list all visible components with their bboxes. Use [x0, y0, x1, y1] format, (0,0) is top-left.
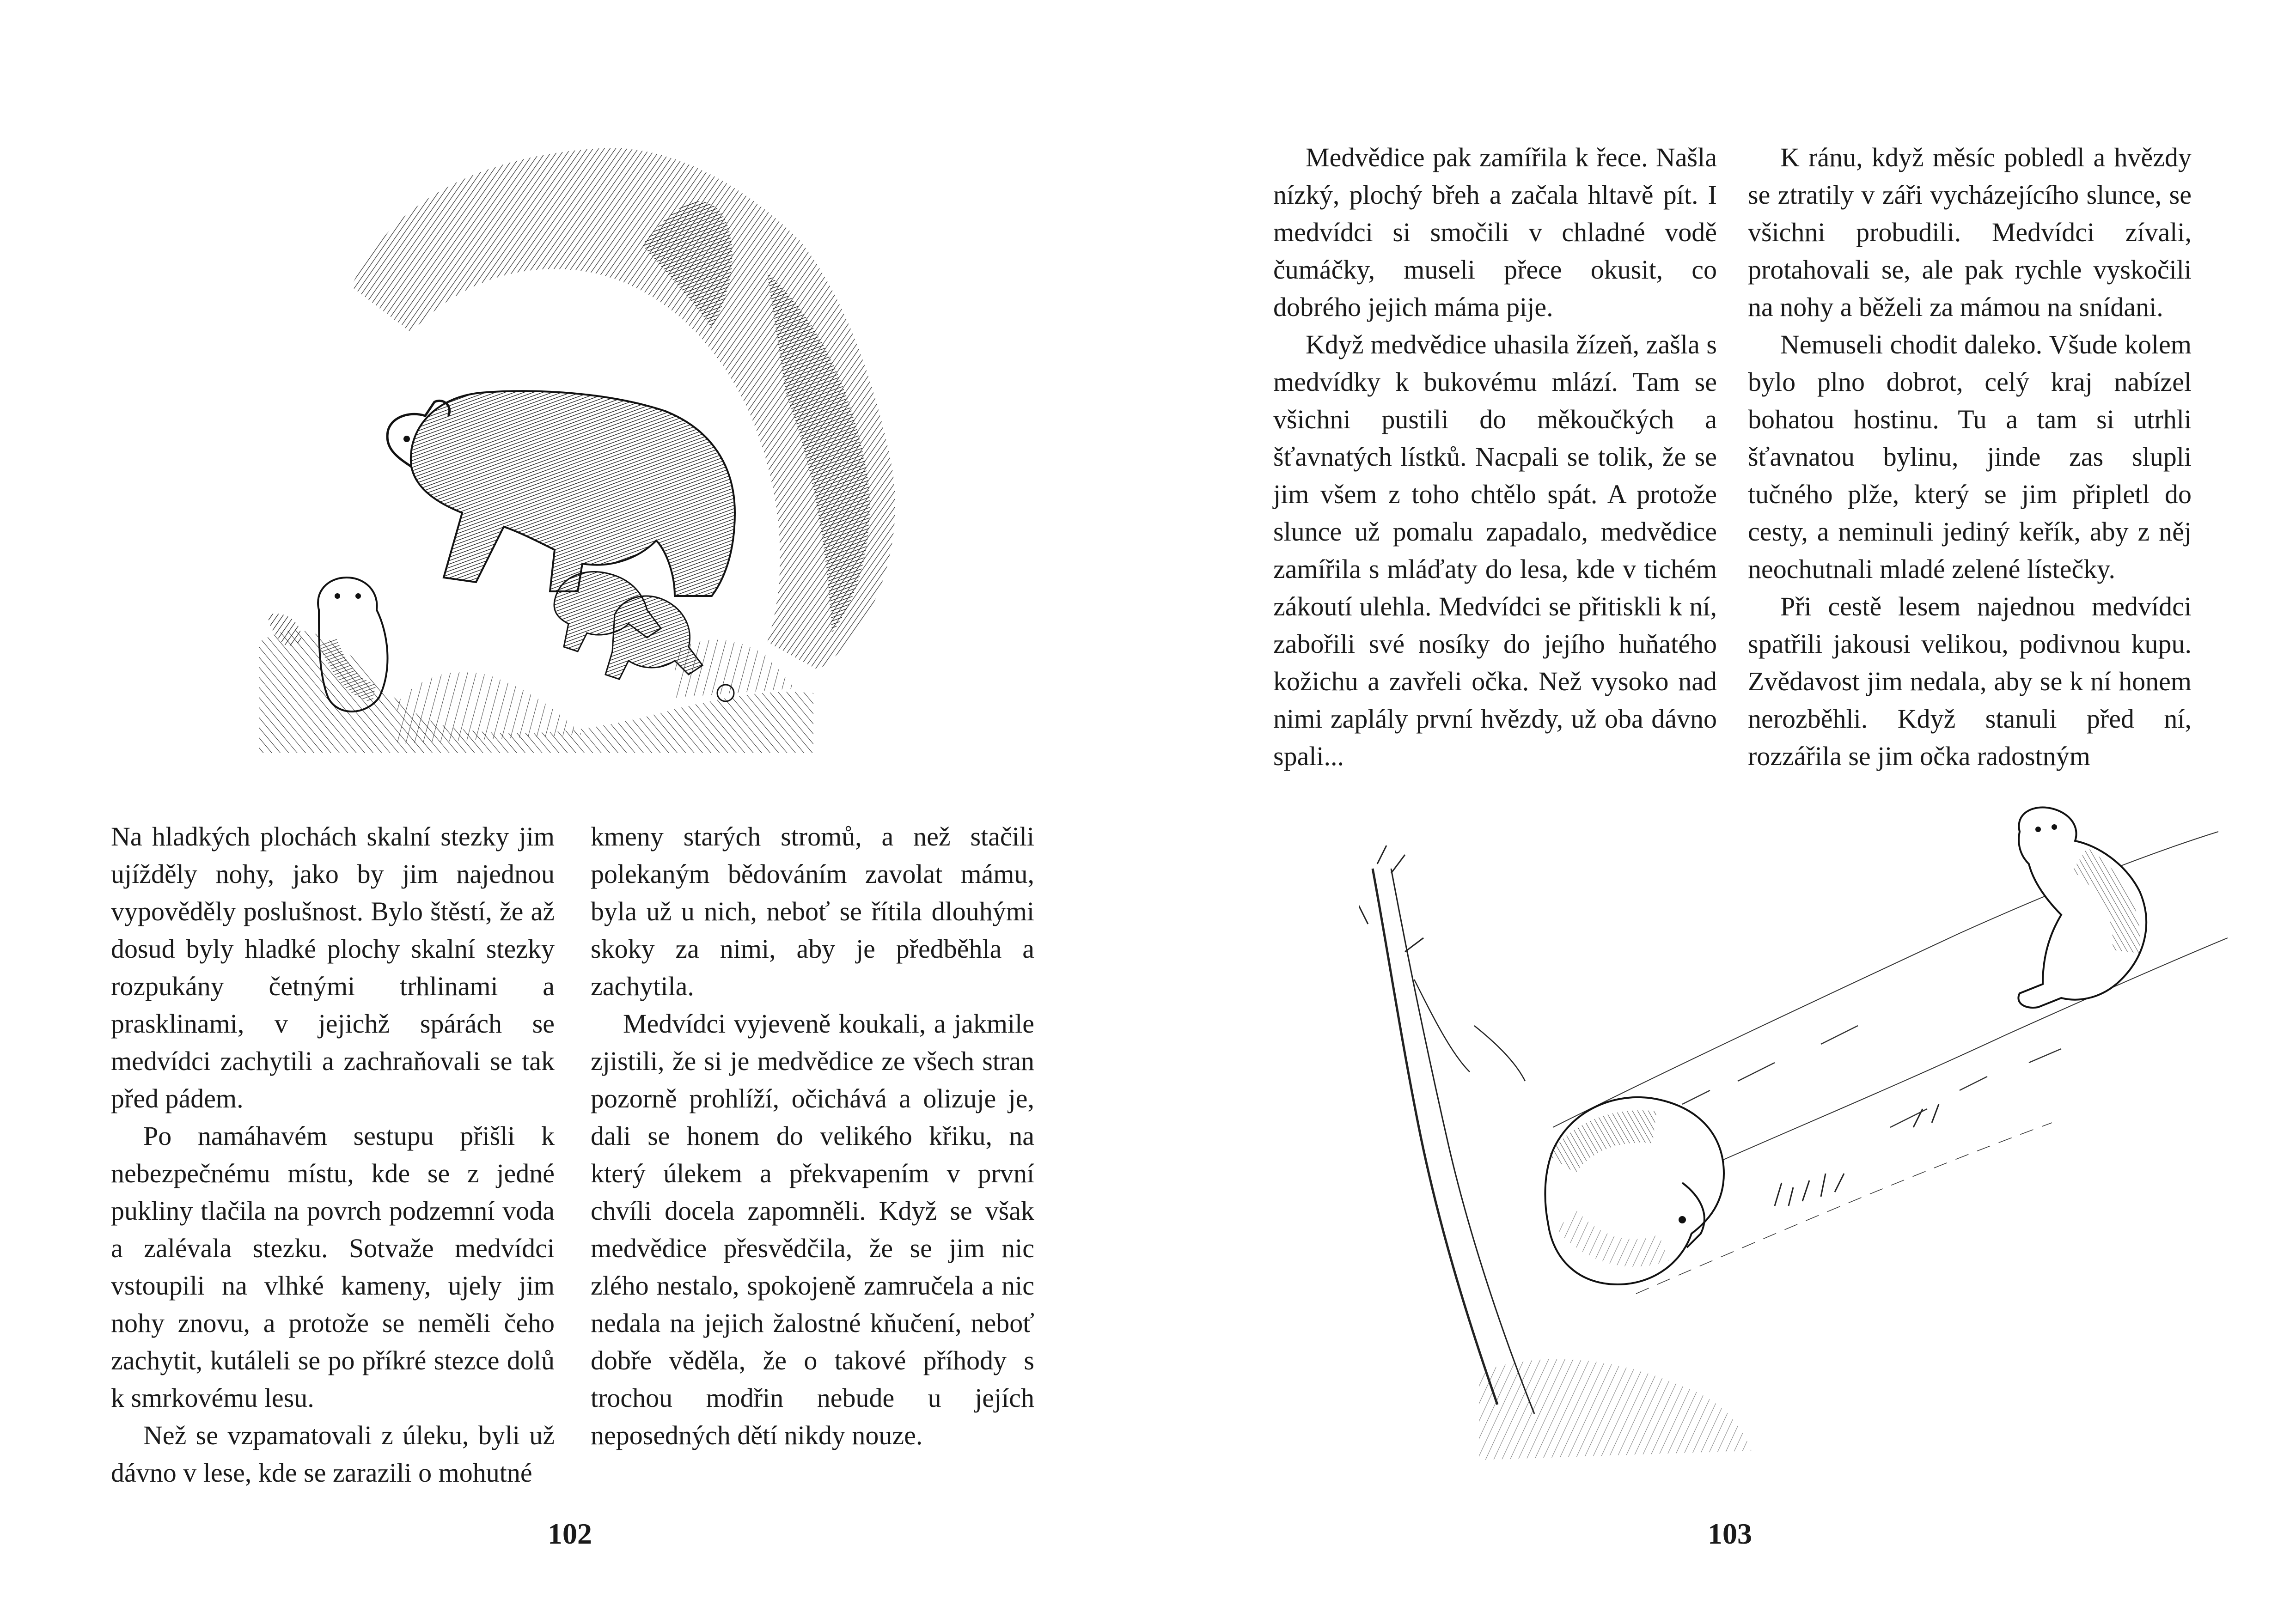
paragraph: Po namáhavém sestupu přišli k nebezpečnému místu, kde se z jedné pukliny tlačila na povrch podzemní voda a zalévala stezku. Sotvaže medvídci vstoupili na vlhké kameny, ujely jim nohy znovu, a protože se neměli čeho zachytit, kutáleli se po příkré stezce dolů k smrkovému lesu.	[111, 1121, 555, 1413]
right-page-column-1	[1273, 139, 1717, 775]
paragraph: Medvědice pak zamířila k řece. Našla nízký, plochý břeh a začala hltavě pít. I medvídci si smočili v chladné vodě čumáčky, museli přece okusit, co dobrého jejich máma pije.	[1273, 142, 1717, 322]
paragraph: Než se vzpamatovali z úleku, byli už dávno v lese, kde se zarazili o mohutné	[111, 1420, 555, 1488]
bear-cubs-illustration	[1359, 804, 2232, 1474]
paragraph: Medvídci vyjeveně koukali, a jakmile zjistili, že si je medvědice ze všech stran pozorně prohlíží, očichává a olizuje je, dali se honem do velikého křiku, na který úlekem a překvapením v první chvíli docela zapomněli. Když se však medvědice přesvědčila, že se jim nic zlého nestalo, spokojeně zamručela a nic nedala na jejich žalostné kňučení, neboť dobře věděla, že o takové příhody s trochou modřin nebude u jejích neposedných dětí nikdy nouze.	[591, 1009, 1034, 1450]
paragraph: K ránu, když měsíc pobledl a hvězdy se ztratily v záři vycházejícího slunce, se všichni probudili. Medvídci zívali, protahovali se, ale pak rychle vyskočili na nohy a běželi za mámou na snídani.	[1748, 142, 2192, 322]
paragraph: Když medvědice uhasila žízeň, zašla s medvídky k bukovému mlází. Tam se všichni pustili do měkoučkých a šťavnatých lístků. Nacpali se tolik, že se jim všem z toho chtělo spát. A protože slunce už pomalu zapadalo, medvědice zamířila s mláďaty do lesa, kde v tichém zákoutí ulehla. Medvídci se přitiskli k ní, zabořili své nosíky do jejího huňatého kožichu a zavřeli očka. Než vysoko nad nimi zaplály první hvězdy, už oba dávno spali...	[1273, 329, 1717, 771]
page-number-right: 103	[1708, 1517, 1752, 1550]
right-page-column-2	[1748, 139, 2192, 775]
bear-family-on-rock-ledge-icon	[259, 134, 920, 758]
paragraph: Na hladkých plochách skalní stezky jim ujížděly nohy, jako by jim najednou vypověděly poslušnost. Bylo štěstí, že až dosud byly hladké plochy skalní stezky rozpukány četnými trhlinami a prasklinami, v jejichž spárách se medvídci zachytili a zachraňovali se tak před pádem.	[111, 821, 555, 1113]
left-page-column-2	[591, 818, 1034, 1454]
paragraph: Nemuseli chodit daleko. Všude kolem bylo plno dobrot, celý kraj nabízel bohatou hostinu. Tu a tam si utrhli šťavnatou bylinu, jinde zas slupli tučného plže, který se jim připletl do cesty, a neminuli jediný keřík, aby z něj neochutnali mladé zelené lístečky.	[1748, 329, 2192, 584]
bear-cubs-sliding-down-slope-icon	[1359, 804, 2232, 1474]
paragraph: Při cestě lesem najednou medvídci spatřili jakousi velikou, podivnou kupu. Zvědavost jim nedala, aby se k ní honem nerozběhli. Když stanuli před ní, rozzářila se jim očka radostným	[1748, 591, 2192, 771]
left-page-column-1	[111, 818, 555, 1491]
bear-family-illustration	[259, 134, 920, 758]
paragraph: kmeny starých stromů, a než stačili polekaným bědováním zavolat mámu, byla už u nich, neboť se řítila dlouhými skoky za nimi, aby je předběhla a zachytila.	[591, 821, 1034, 1001]
page-number-left: 102	[548, 1517, 592, 1550]
